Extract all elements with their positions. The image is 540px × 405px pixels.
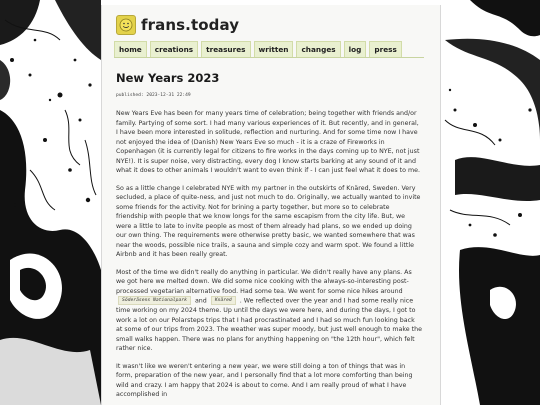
published-date: published: 2023-12-31 22:49	[116, 93, 191, 98]
paragraph-4: It wasn't like we weren't entering a new year, we were still doing a ton of things that was in form, preparation of the new year, and I personally find that a lot more comforting than being wild and crazy. I am happy that 2024 is about to come. And I am really proud of what I have accomplished in	[116, 362, 413, 398]
site-header	[116, 15, 239, 35]
paragraph-3-text-c: . We reflected over the year and I had some really nice time working on my 2024 theme. Up until the days we were here, and during the days, I got to work a lot on our Polarsteps trips that I had procrastinated and I had so much fun looking back at some of our trips from 2023. The weather was super moody, but just well enough to make the small walks happen. There was no plans for anything happening on "the 12th hour", which felt rather nice.	[116, 297, 422, 352]
post-content	[116, 109, 422, 405]
nav-changes[interactable]: changes	[296, 41, 340, 57]
page-container	[101, 5, 441, 405]
paragraph-2: So as a little change I celebrated NYE with my partner in the outskirts of Knäred, Sweden. Very secluded, a place of quite-ness, and just not much to do. Originally, we actually wanted to invite some friends for the activity. Not for brining a party together, but more so to celebrate friendship with people that we know longs for the same escapism from the city life. But, we were a little to late to invite people as most of them already had plans, so we ended up doing our own thing. The requirements were otherwise pretty basic, we wanted somewhere that was near the woods, possible nice trails, a sauna and simple cozy and warm spot. We found a little Airbnb and it has been really great.	[116, 184, 421, 258]
paragraph-3-text-b: and	[194, 297, 207, 305]
nav-press[interactable]: press	[369, 41, 401, 57]
paragraph-1: New Years Eve has been for many years time of celebration; being together with friends and/or family. Partying of some sort. I had many various experiences of it. But recently, and in general, I have been more interested in solitude, reflection and nurturing. And for some time now I have not enjoyed the idea of (Danish) New Years Eve so much - it is a craze of Fireworks in Copenhagen (it is currently legal for citizens to fire works in the days coming up to NYE, not just NYE!). It is super noise, very distracting, every dog I know starts barking at any sound of it and what it does to other animals I wouldn't want to even think if - I can just feel what it does to me.	[116, 110, 420, 174]
nav-creations[interactable]: creations	[150, 41, 198, 57]
site-title[interactable]: frans.today	[141, 16, 240, 34]
nav-treasures[interactable]: treasures	[201, 41, 250, 57]
smiley-logo-icon[interactable]	[116, 15, 136, 35]
location-tag-soderasens[interactable]: Söderåsens Nationalpark	[118, 296, 191, 305]
paragraph-3-text-a: Most of the time we didn't really do anything in particular. We didn't really have any plans. As we got here we melted down. We did some nice cooking with the always-so-interesting post-processed vegetarian alternative food. Had some tea. We went for some nice hikes around	[116, 268, 412, 295]
nav-log[interactable]: log	[344, 41, 367, 57]
paragraph-3	[116, 268, 422, 354]
post-title: New Years 2023	[116, 71, 220, 85]
location-tag-knared[interactable]: Knäred	[211, 296, 236, 305]
main-nav	[114, 41, 424, 58]
nav-written[interactable]: written	[254, 41, 294, 57]
nav-home[interactable]: home	[114, 41, 147, 57]
